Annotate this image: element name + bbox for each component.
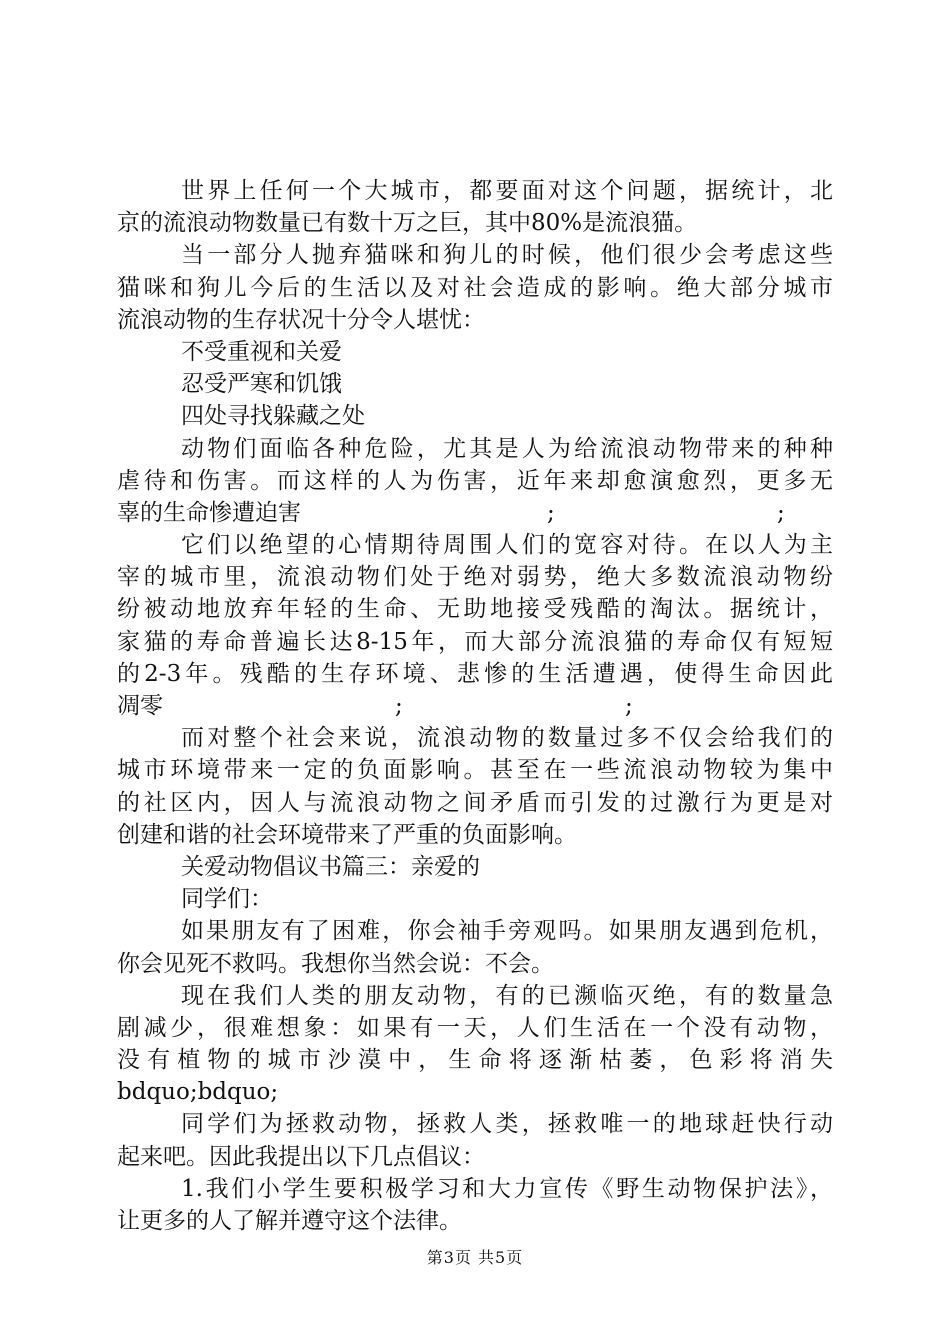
text-line-content: 宰的城市里，流浪动物们处于绝对弱势，绝大多数流浪动物纷 — [117, 564, 833, 591]
text-line — [117, 561, 833, 593]
text-line-content: 猫咪和狗儿今后的生活以及对社会造成的影响。绝大部分城市 — [117, 274, 833, 301]
text-line-content: 同学们： — [181, 886, 273, 913]
text-line — [117, 497, 833, 529]
text-line — [117, 175, 833, 207]
text-line-content: 当一部分人抛弃猫咪和狗儿的时候，他们很少会考虑这些 — [181, 242, 833, 269]
text-line — [117, 336, 833, 368]
text-line — [117, 207, 833, 239]
text-line-content: 起来吧。因此我提出以下几点倡议： — [117, 1143, 485, 1170]
document-body — [117, 175, 833, 1237]
semicolon-mark: ; — [777, 499, 785, 526]
text-line-content: 纷被动地放弃年轻的生命、无助地接受残酷的淘汰。据统计， — [117, 596, 833, 623]
text-line — [117, 239, 833, 271]
text-line-content: 它们以绝望的心情期待周围人们的宽容对待。在以人为主 — [181, 532, 833, 559]
text-line — [117, 787, 833, 819]
text-line — [117, 819, 833, 851]
semicolon-mark: ; — [395, 693, 403, 719]
text-line — [117, 304, 833, 336]
text-line-content: 而对整个社会来说，流浪动物的数量过多不仅会给我们的 — [181, 725, 833, 752]
page-footer: 第3页 共5页 — [426, 1248, 524, 1267]
text-line-content: 关爱动物倡议书篇三：亲爱的 — [181, 853, 480, 880]
text-line-content: 你会见死不救吗。我想你当然会说：不会。 — [117, 950, 554, 977]
text-line-content: 如果朋友有了困难，你会袖手旁观吗。如果朋友遇到危机， — [181, 918, 833, 945]
text-line-content: 凋零 — [117, 693, 163, 719]
text-line-content: 忍受严寒和饥饿 — [181, 371, 342, 398]
text-line — [117, 1012, 833, 1044]
text-line-content: 辜的生命惨遭迫害 — [117, 499, 301, 526]
text-line-content: bdquo;bdquo; — [117, 1079, 279, 1106]
text-line — [117, 690, 833, 722]
text-line-content: 世界上任何一个大城市，都要面对这个问题，据统计，北 — [181, 178, 833, 204]
text-line-content: 让更多的人了解并遵守这个法律。 — [117, 1208, 462, 1234]
text-line-content: 没有植物的城市沙漠中，生命将逐渐枯萎，色彩将消失 — [117, 1047, 833, 1074]
semicolon-mark: ; — [625, 693, 633, 719]
semicolon-mark: ; — [547, 499, 555, 526]
text-line — [117, 980, 833, 1012]
text-line — [117, 465, 833, 497]
text-line — [117, 658, 833, 690]
text-line-content: 四处寻找躲藏之处 — [181, 403, 365, 430]
text-line-content: 剧减少，很难想象：如果有一天，人们生活在一个没有动物， — [117, 1014, 833, 1041]
text-line — [117, 1044, 833, 1076]
text-line — [117, 722, 833, 754]
text-line — [117, 626, 833, 658]
text-line — [117, 400, 833, 432]
text-line-content: 同学们为拯救动物，拯救人类，拯救唯一的地球赶快行动 — [181, 1111, 833, 1138]
text-line-content: 京的流浪动物数量已有数十万之巨，其中80%是流浪猫。 — [117, 210, 698, 237]
text-line — [117, 529, 833, 561]
text-line — [117, 272, 833, 304]
text-line — [117, 1173, 833, 1205]
text-line — [117, 1108, 833, 1140]
text-line-content: 城市环境带来一定的负面影响。甚至在一些流浪动物较为集中 — [117, 757, 833, 784]
text-line-content: 家猫的寿命普遍长达8-15年，而大部分流浪猫的寿命仅有短短 — [117, 628, 833, 655]
text-line — [117, 368, 833, 400]
text-line-content: 的2-3年。残酷的生存环境、悲惨的生活遭遇，使得生命因此 — [117, 660, 833, 687]
text-line — [117, 1141, 833, 1173]
text-line-content: 流浪动物的生存状况十分令人堪忧： — [117, 306, 485, 333]
text-line — [117, 1205, 833, 1237]
text-line-content: 现在我们人类的朋友动物，有的已濒临灭绝，有的数量急 — [181, 982, 833, 1009]
text-line — [117, 915, 833, 947]
text-line-content: 虐待和伤害。而这样的人为伤害，近年来却愈演愈烈，更多无 — [117, 467, 833, 494]
text-line — [117, 851, 833, 883]
text-line — [117, 433, 833, 465]
text-line — [117, 883, 833, 915]
text-line-content: 的社区内，因人与流浪动物之间矛盾而引发的过激行为更是对 — [117, 789, 833, 816]
text-line — [117, 1076, 833, 1108]
text-line-content: 创建和谐的社会环境带来了严重的负面影响。 — [117, 821, 577, 848]
text-line-content: 动物们面临各种危险，尤其是人为给流浪动物带来的种种 — [181, 435, 833, 462]
text-line — [117, 593, 833, 625]
text-line — [117, 948, 833, 980]
text-line-content: 1.我们小学生要积极学习和大力宣传《野生动物保护法》， — [181, 1175, 833, 1202]
text-line-content: 不受重视和关爱 — [181, 338, 342, 365]
text-line — [117, 754, 833, 786]
